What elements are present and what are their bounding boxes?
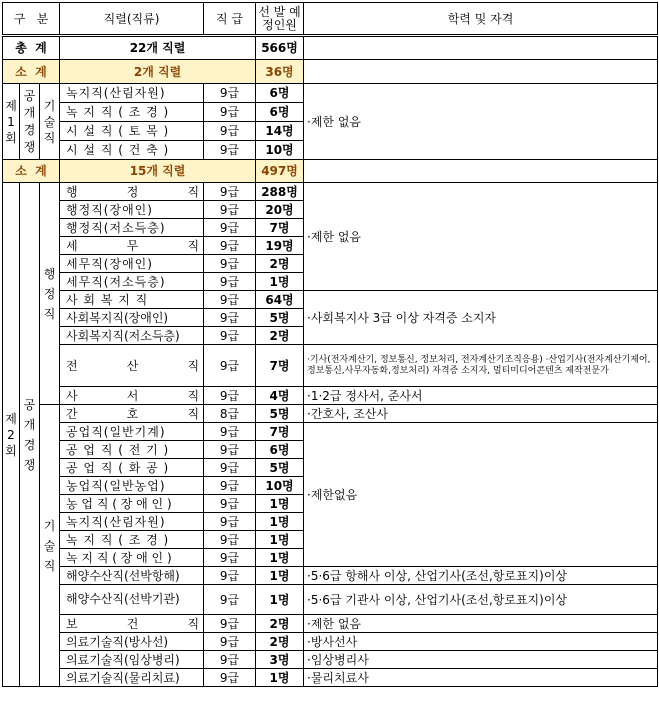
table-row bbox=[3, 345, 658, 387]
position-name: 사 회 복 지 직 bbox=[60, 291, 204, 309]
position-name: 해양수산직(선박기관) bbox=[60, 585, 204, 615]
position-name: 녹 지 직 ( 장 애 인 ) bbox=[60, 549, 204, 567]
round1-subtotal-count: 36명 bbox=[256, 60, 304, 84]
grade: 9급 bbox=[204, 513, 256, 531]
position-name: 농 업 직 ( 장 애 인 ) bbox=[60, 495, 204, 513]
position-name: 보 건 직 bbox=[60, 615, 204, 633]
position-name: 세무직(장애인) bbox=[60, 255, 204, 273]
table-row bbox=[3, 84, 658, 103]
qual-librarian: ·1·2급 정사서, 준사서 bbox=[304, 387, 658, 405]
qual-physio: ·물리치료사 bbox=[304, 669, 658, 687]
table-row bbox=[3, 633, 658, 651]
count: 7명 bbox=[256, 423, 304, 441]
grade: 9급 bbox=[204, 459, 256, 477]
position-name: 시 설 직 ( 건 축 ) bbox=[60, 141, 204, 160]
count: 7명 bbox=[256, 219, 304, 237]
position-name: 간 호 직 bbox=[60, 405, 204, 423]
position-name: 사회복지직(장애인) bbox=[60, 309, 204, 327]
table-row bbox=[3, 291, 658, 309]
position-name: 녹지직(산림자원) bbox=[60, 513, 204, 531]
table-row bbox=[3, 423, 658, 441]
round2-subtotal-positions: 15개 직렬 bbox=[60, 160, 256, 183]
position-name: 녹 지 직 ( 조 경 ) bbox=[60, 531, 204, 549]
grade: 9급 bbox=[204, 201, 256, 219]
position-name: 농업직(일반농업) bbox=[60, 477, 204, 495]
count: 5명 bbox=[256, 405, 304, 423]
count: 6명 bbox=[256, 84, 304, 103]
header-division: 구 분 bbox=[3, 3, 60, 36]
count: 19명 bbox=[256, 237, 304, 255]
grade: 9급 bbox=[204, 567, 256, 585]
count: 1명 bbox=[256, 669, 304, 687]
grade: 9급 bbox=[204, 669, 256, 687]
count: 7명 bbox=[256, 345, 304, 387]
position-name: 녹 지 직 ( 조 경 ) bbox=[60, 103, 204, 122]
round2-subtotal-empty bbox=[304, 160, 658, 183]
grade: 9급 bbox=[204, 327, 256, 345]
table-row bbox=[3, 651, 658, 669]
count: 2명 bbox=[256, 255, 304, 273]
grade: 9급 bbox=[204, 633, 256, 651]
grade: 9급 bbox=[204, 423, 256, 441]
header-grade: 직 급 bbox=[204, 3, 256, 36]
count: 20명 bbox=[256, 201, 304, 219]
round1-type-label: 공 개 경 쟁 bbox=[20, 84, 40, 160]
grade: 9급 bbox=[204, 309, 256, 327]
count: 1명 bbox=[256, 273, 304, 291]
position-name: 의료기술직(임상병리) bbox=[60, 651, 204, 669]
position-name: 의료기술직(방사선) bbox=[60, 633, 204, 651]
position-name: 의료기술직(물리치료) bbox=[60, 669, 204, 687]
qual-navigation: ·5·6급 항해사 이상, 산업기사(조선,항로표지)이상 bbox=[304, 567, 658, 585]
round1-round-label: 제 1 회 bbox=[3, 84, 20, 160]
count: 1명 bbox=[256, 531, 304, 549]
position-name: 공 업 직 ( 전 기 ) bbox=[60, 441, 204, 459]
round2-tech-label: 기 술 직 bbox=[40, 405, 60, 687]
recruitment-table bbox=[2, 2, 658, 687]
total-row bbox=[3, 36, 658, 60]
round1-qualification: ·제한 없음 bbox=[304, 84, 658, 160]
position-name: 행정직(저소득층) bbox=[60, 219, 204, 237]
table-row bbox=[3, 405, 658, 423]
count: 2명 bbox=[256, 327, 304, 345]
qual-engine: ·5·6급 기관사 이상, 산업기사(조선,항로표지)이상 bbox=[304, 585, 658, 615]
count: 6명 bbox=[256, 103, 304, 122]
qual-health: ·제한 없음 bbox=[304, 615, 658, 633]
grade: 9급 bbox=[204, 345, 256, 387]
position-name: 해양수산직(선박항해) bbox=[60, 567, 204, 585]
position-name: 행정직(장애인) bbox=[60, 201, 204, 219]
qual-admin-tax: ·제한 없음 bbox=[304, 183, 658, 291]
grade: 9급 bbox=[204, 549, 256, 567]
count: 1명 bbox=[256, 495, 304, 513]
grade: 9급 bbox=[204, 103, 256, 122]
position-name: 세 무 직 bbox=[60, 237, 204, 255]
count: 10명 bbox=[256, 477, 304, 495]
table-row bbox=[3, 615, 658, 633]
qual-computer: ·기사(전자계산기, 정보통신, 정보처리, 전자계산기조직응용) ·산업기사(전자계산기제어,정보통신,사무자동화,정보처리) 자격증 소지자, 멀티미디어콘텐츠 제작전문가 bbox=[304, 345, 658, 387]
count: 4명 bbox=[256, 387, 304, 405]
total-count: 566명 bbox=[256, 36, 304, 60]
round2-admin-label: 행 정 직 bbox=[40, 183, 60, 405]
grade: 9급 bbox=[204, 122, 256, 141]
header-position: 직렬(직류) bbox=[60, 3, 204, 36]
grade: 9급 bbox=[204, 477, 256, 495]
grade: 9급 bbox=[204, 585, 256, 615]
round2-type-label: 공 개 경 쟁 bbox=[20, 183, 40, 687]
count: 2명 bbox=[256, 615, 304, 633]
position-name: 사회복지직(저소득층) bbox=[60, 327, 204, 345]
position-name: 사 서 직 bbox=[60, 387, 204, 405]
header-row bbox=[3, 3, 658, 36]
round2-subtotal-row bbox=[3, 160, 658, 183]
round1-category-label: 기 술 직 bbox=[40, 84, 60, 160]
grade: 9급 bbox=[204, 651, 256, 669]
header-qualification: 학력 및 자격 bbox=[304, 3, 658, 36]
grade: 8급 bbox=[204, 405, 256, 423]
count: 5명 bbox=[256, 309, 304, 327]
round1-subtotal-label: 소 계 bbox=[3, 60, 60, 84]
grade: 9급 bbox=[204, 84, 256, 103]
grade: 9급 bbox=[204, 141, 256, 160]
qual-nurse: ·간호사, 조산사 bbox=[304, 405, 658, 423]
round1-subtotal-positions: 2개 직렬 bbox=[60, 60, 256, 84]
round1-subtotal-row bbox=[3, 60, 658, 84]
count: 10명 bbox=[256, 141, 304, 160]
table-row bbox=[3, 585, 658, 615]
grade: 9급 bbox=[204, 615, 256, 633]
grade: 9급 bbox=[204, 495, 256, 513]
position-name: 행 정 직 bbox=[60, 183, 204, 201]
qual-social-worker: ·사회복지사 3급 이상 자격증 소지자 bbox=[304, 291, 658, 345]
round1-subtotal-empty bbox=[304, 60, 658, 84]
table-row bbox=[3, 183, 658, 201]
grade: 9급 bbox=[204, 219, 256, 237]
grade: 9급 bbox=[204, 183, 256, 201]
grade: 9급 bbox=[204, 387, 256, 405]
count: 1명 bbox=[256, 513, 304, 531]
count: 6명 bbox=[256, 441, 304, 459]
total-label: 총 계 bbox=[3, 36, 60, 60]
table-row bbox=[3, 567, 658, 585]
round2-subtotal-label: 소 계 bbox=[3, 160, 60, 183]
count: 1명 bbox=[256, 549, 304, 567]
position-name: 공 업 직 ( 화 공 ) bbox=[60, 459, 204, 477]
qual-clinical: ·임상병리사 bbox=[304, 651, 658, 669]
count: 5명 bbox=[256, 459, 304, 477]
round2-subtotal-count: 497명 bbox=[256, 160, 304, 183]
grade: 9급 bbox=[204, 441, 256, 459]
total-qualification-empty bbox=[304, 36, 658, 60]
table-row bbox=[3, 669, 658, 687]
position-name: 전 산 직 bbox=[60, 345, 204, 387]
grade: 9급 bbox=[204, 531, 256, 549]
count: 1명 bbox=[256, 585, 304, 615]
position-name: 녹지직(산림자원) bbox=[60, 84, 204, 103]
grade: 9급 bbox=[204, 291, 256, 309]
total-positions: 22개 직렬 bbox=[60, 36, 256, 60]
position-name: 시 설 직 ( 토 목 ) bbox=[60, 122, 204, 141]
header-count: 선 발 예정인원 bbox=[256, 3, 304, 36]
position-name: 공업직(일반기계) bbox=[60, 423, 204, 441]
round2-round-label: 제 2 회 bbox=[3, 183, 20, 687]
grade: 9급 bbox=[204, 237, 256, 255]
grade: 9급 bbox=[204, 273, 256, 291]
count: 64명 bbox=[256, 291, 304, 309]
grade: 9급 bbox=[204, 255, 256, 273]
qual-radiology: ·방사선사 bbox=[304, 633, 658, 651]
position-name: 세무직(저소득층) bbox=[60, 273, 204, 291]
count: 3명 bbox=[256, 651, 304, 669]
table-row bbox=[3, 387, 658, 405]
count: 14명 bbox=[256, 122, 304, 141]
qual-tech: ·제한없음 bbox=[304, 423, 658, 567]
count: 1명 bbox=[256, 567, 304, 585]
count: 288명 bbox=[256, 183, 304, 201]
count: 2명 bbox=[256, 633, 304, 651]
